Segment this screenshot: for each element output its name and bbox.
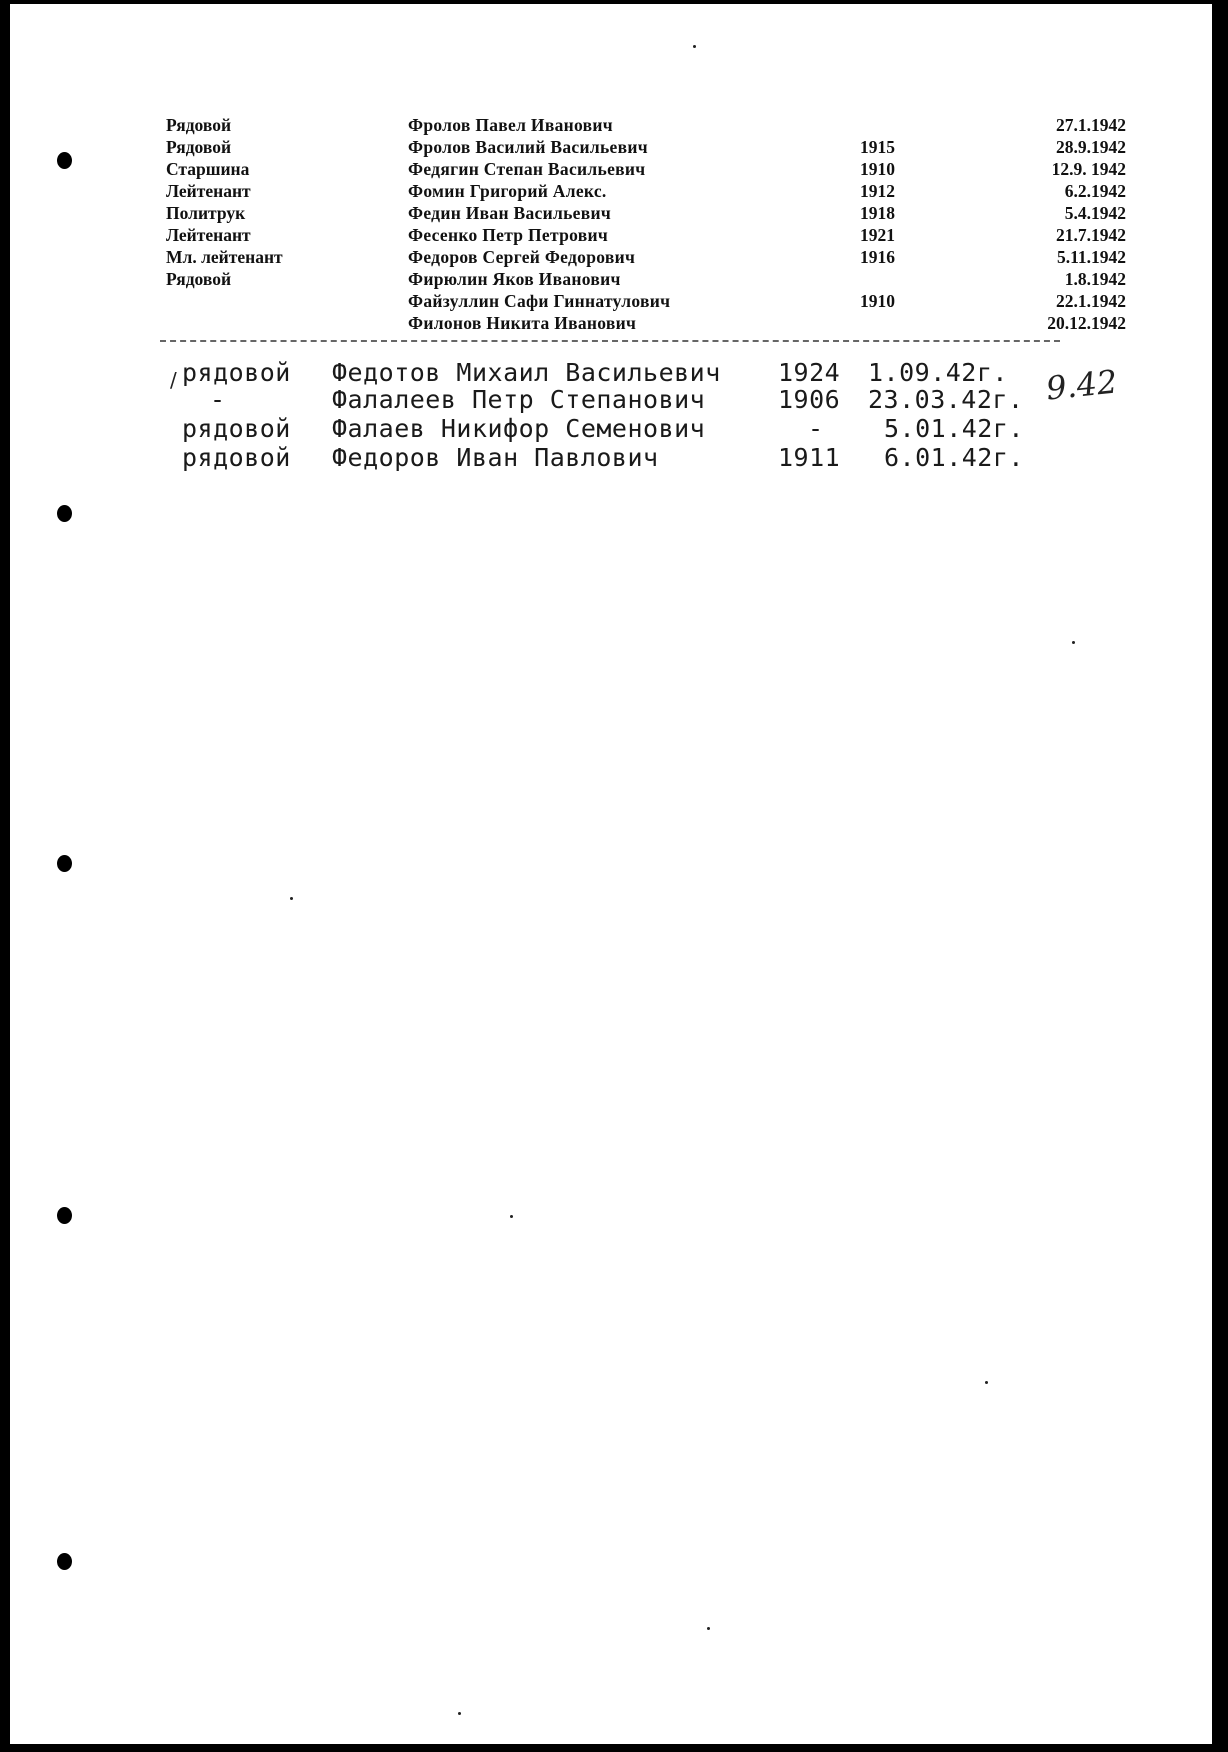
date: 20.12.1942 [1047,313,1126,333]
rank: Мл. лейтенант [166,247,283,267]
rank: Рядовой [166,269,232,289]
full-name: Федотов Михаил Васильевич [332,358,721,387]
handwritten-note: 9.42 [1044,362,1120,408]
printed-row [0,291,1228,313]
date: 12.9. 1942 [1051,159,1126,179]
date: 6.01.42г. [884,443,1024,472]
full-name: Фалаев Никифор Семенович [332,414,706,443]
separator-dashes [160,340,1060,342]
printed-row [0,159,1228,181]
date: 1.8.1942 [1064,269,1126,289]
date: 6.2.1942 [1064,181,1126,201]
full-name: Федоров Иван Павлович [332,443,659,472]
full-name: Файзуллин Сафи Гиннатулович [408,291,671,311]
punch-hole-2 [57,505,72,522]
rank: - [210,385,226,414]
rank: рядовой [182,358,291,387]
rank: Рядовой [166,115,232,135]
printed-row [0,247,1228,269]
speck [1072,641,1075,644]
full-name: Федин Иван Васильевич [408,203,612,223]
printed-row [0,203,1228,225]
printed-row [0,225,1228,247]
speck [458,1712,461,1715]
full-name: Фролов Василий Васильевич [408,137,648,157]
printed-row [0,269,1228,291]
printed-row [0,313,1228,335]
date: 5.4.1942 [1064,203,1126,223]
birth-year: 1910 [860,291,895,311]
punch-hole-3 [57,855,72,872]
rank: рядовой [182,443,291,472]
birth-year: 1911 [778,443,841,472]
punch-hole-4 [57,1207,72,1224]
pen-mark: / [170,368,177,392]
rank: Политрук [166,203,246,223]
date: 5.01.42г. [884,414,1024,443]
full-name: Фесенко Петр Петрович [408,225,609,245]
full-name: Федоров Сергей Федорович [408,247,636,267]
printed-row [0,115,1228,137]
date: 28.9.1942 [1056,137,1126,157]
birth-year: 1924 [778,358,841,387]
typed-row [0,443,1228,473]
birth-year: 1916 [860,247,895,267]
rank: Лейтенант [166,181,251,201]
full-name: Филонов Никита Иванович [408,313,637,333]
birth-year: 1921 [860,225,895,245]
birth-year: 1918 [860,203,895,223]
rank: рядовой [182,414,291,443]
birth-year: 1912 [860,181,895,201]
full-name: Фалалеев Петр Степанович [332,385,706,414]
birth-year: 1915 [860,137,895,157]
speck [693,45,696,48]
rank: Рядовой [166,137,232,157]
rank: Старшина [166,159,250,179]
date: 27.1.1942 [1056,115,1126,135]
printed-row [0,181,1228,203]
speck [290,897,293,900]
full-name: Фирюлин Яков Иванович [408,269,621,289]
birth-year: 1906 [778,385,841,414]
date: 22.1.1942 [1056,291,1126,311]
rank: Лейтенант [166,225,251,245]
speck [510,1215,513,1218]
typed-row [0,414,1228,444]
date: 1.09.42г. [868,358,1008,387]
typed-row [0,385,1228,415]
full-name: Фомин Григорий Алекс. [408,181,607,201]
birth-year: - [808,414,824,443]
punch-hole-5 [57,1553,72,1570]
date: 21.7.1942 [1056,225,1126,245]
full-name: Фролов Павел Иванович [408,115,613,135]
printed-row [0,137,1228,159]
speck [707,1627,710,1630]
birth-year: 1910 [860,159,895,179]
speck [985,1381,988,1384]
full-name: Федягин Степан Васильевич [408,159,646,179]
date: 23.03.42г. [868,385,1024,414]
date: 5.11.1942 [1056,247,1126,267]
